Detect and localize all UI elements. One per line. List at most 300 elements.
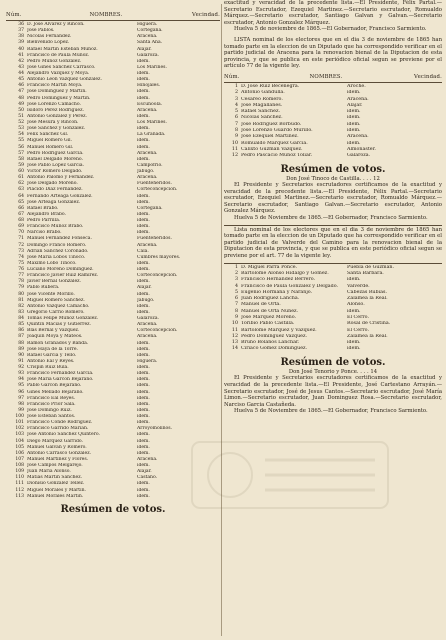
elector-vecindad: idem.	[137, 432, 150, 438]
row-number: 52	[18, 120, 24, 125]
elector-vecindad: idem.	[137, 309, 150, 315]
elector-vecindad: idem.	[137, 58, 150, 64]
row-number: 1	[234, 83, 238, 89]
aracena-elector-list	[224, 82, 442, 160]
elector-vecindad: idem.	[137, 481, 150, 487]
elector-vecindad: idem.	[137, 444, 150, 450]
elector-vecindad: idem.	[137, 144, 150, 150]
elector-name: Juan María Alonso.	[27, 469, 71, 475]
elector-vecindad: idem.	[137, 401, 150, 407]
elector-name: Pedro Rodriguez Garcia.	[27, 150, 84, 156]
row-number: 61	[18, 175, 24, 181]
row-number: 12	[231, 153, 238, 159]
elector-vecindad: idem.	[347, 346, 361, 352]
elector-name: Francisco Hernandez Berrero.	[241, 277, 316, 283]
elector-name: Pablo Garcon Bejarano.	[27, 383, 82, 389]
row-number: 37	[18, 28, 24, 34]
right-column	[224, 0, 442, 640]
elector-name: Francisco de Paula Gonzalez y Delgado.	[241, 283, 339, 289]
elector-name: José Magallanes.	[241, 102, 283, 108]
row-number: 1	[234, 264, 238, 270]
elector-vecindad: idem.	[137, 438, 150, 444]
elector-vecindad: Alajar.	[137, 469, 152, 475]
elector-vecindad: idem.	[137, 450, 150, 456]
elector-name: José María Garcon Bejarano.	[27, 377, 94, 383]
elector-vecindad: idem.	[347, 340, 361, 346]
elector-name: José Pablo Lopez Garcia.	[27, 162, 85, 168]
row-number: 6	[234, 115, 238, 121]
elector-vecindad: Corteconcepcion.	[137, 187, 178, 193]
elector-name: Antonio Vazquez Camacho.	[27, 303, 90, 309]
signature-date-3: Huelva 5 de Noviembre de 1865.—El Gobernador, Francisco Sarmiento.	[234, 408, 428, 415]
elector-name: Juan Rodriguez Lancha.	[241, 296, 300, 302]
elector-name: José Lorenzo Guardo Murillo.	[241, 128, 313, 134]
row-number: 13	[231, 340, 238, 346]
row-number: 106	[15, 450, 24, 456]
elector-name: José Haya de la Torre.	[27, 346, 78, 352]
elector-vecindad: Cortegana.	[137, 205, 163, 211]
elector-name: Alejandro Vazquez y Moya.	[27, 71, 90, 76]
row-number: 39	[18, 40, 24, 46]
row-number: 99	[18, 407, 24, 413]
elector-vecindad: idem.	[347, 90, 361, 96]
header-num: Núm.	[6, 12, 22, 18]
elector-name: Rafael Martin Esteban Muñoz.	[27, 46, 98, 52]
row-number: 9	[234, 134, 238, 140]
row-number: 59	[18, 162, 24, 168]
elector-vecindad: El Cerro.	[347, 315, 369, 320]
elector-vecindad: Cabezas Rubias.	[347, 289, 387, 295]
elector-vecindad: Galaroza.	[137, 316, 159, 321]
row-number: 5	[234, 109, 238, 115]
elector-vecindad: Arroyomolinos.	[137, 426, 173, 432]
elector-vecindad: idem.	[137, 126, 150, 132]
row-number: 77	[18, 273, 24, 279]
row-number: 11	[231, 146, 238, 152]
elector-vecindad: idem.	[137, 156, 150, 162]
row-number: 63	[18, 187, 24, 193]
elector-vecindad: idem.	[137, 230, 150, 236]
row-number: 68	[18, 218, 24, 223]
elector-name: D. José Alvarez y Rincon.	[27, 22, 85, 27]
row-number: 3	[234, 277, 238, 283]
row-number: 11	[231, 327, 238, 333]
elector-vecindad: Almonaster.	[347, 146, 376, 152]
elector-name: Manuel Galvan y Romero.	[27, 444, 87, 450]
elector-name: Rafael Delgado Moreno.	[27, 156, 84, 162]
elector-name: D. José Ruiz Becenegra.	[241, 83, 300, 89]
elector-name: Manuel Martinez y Flores.	[27, 456, 89, 462]
elector-name: Pablo Rubera.	[27, 285, 60, 291]
elector-name: Eugenio Hormana y Naranjo.	[241, 289, 313, 295]
row-number: 93	[18, 371, 24, 377]
elector-vecindad: Puebla de Guzman.	[347, 264, 395, 270]
elector-name: José Arteaga Gonzalez.	[27, 199, 81, 205]
row-number: 76	[18, 267, 24, 272]
elector-name: Crispin Ruiz Bula.	[27, 365, 69, 370]
row-number: 80	[18, 291, 24, 297]
elector-name: Manuel Morales Martin.	[27, 493, 84, 499]
elector-name: José Sanchez y Gonzalez.	[27, 126, 86, 132]
row-number: 89	[18, 346, 24, 352]
header-names: NOMBRES.	[309, 73, 343, 80]
elector-vecindad: idem.	[137, 113, 150, 119]
row-number: 113	[15, 493, 24, 499]
elector-vecindad: Aracena.	[137, 242, 158, 248]
row-number: 3	[234, 96, 238, 102]
elector-name: Miguel Romero Gil.	[27, 138, 73, 144]
elector-vecindad: idem.	[137, 395, 150, 401]
elector-vecindad: idem.	[137, 340, 150, 346]
elector-vecindad: Jabugo.	[137, 169, 155, 174]
elector-vecindad: Aracena.	[137, 322, 158, 328]
elector-name: Francisco Fernandez Garcia.	[27, 371, 94, 377]
elector-vecindad: idem.	[137, 487, 150, 493]
elector-vecindad: Alajar.	[137, 46, 152, 52]
elector-vecindad: idem.	[137, 77, 150, 83]
elector-vecindad: Cortegana.	[137, 28, 163, 34]
row-number: 6	[234, 296, 238, 302]
row-number: 42	[18, 58, 24, 64]
row-number: 104	[15, 438, 24, 444]
elector-vecindad: idem.	[347, 308, 361, 314]
row-number: 41	[18, 52, 24, 58]
row-number: 95	[18, 383, 24, 389]
elector-vecindad: idem.	[137, 224, 150, 230]
elector-vecindad: Escúnoola.	[137, 101, 163, 107]
elector-name: Ramon Granados y Banda.	[27, 340, 89, 346]
elector-name: Bartolomé Alonso Hidalgo y Gomez.	[241, 270, 329, 276]
elector-name: Antonio Carrasco Gonzalez.	[27, 450, 92, 456]
elector-vecindad: Aracena.	[137, 150, 158, 156]
row-number: 45	[18, 77, 24, 83]
elector-name: José Vicente Morillo.	[27, 291, 75, 297]
elector-name: José Delgado Moreno.	[27, 181, 78, 187]
row-number: 62	[18, 181, 24, 187]
row-number: 2	[234, 270, 238, 276]
row-number: 43	[18, 64, 24, 70]
elector-name: José Ezequiel Martinez.	[241, 134, 299, 140]
row-number: 98	[18, 401, 24, 407]
summary-title-2: Resúmen de votos.	[280, 356, 386, 368]
left-summary-title: Resúmen de votos.	[60, 503, 166, 515]
row-number: 51	[18, 113, 24, 119]
elector-name: José Esteban Santos.	[27, 414, 76, 419]
elector-vecindad: idem.	[137, 371, 150, 377]
elector-name: Bienvenido Lopez.	[27, 40, 70, 46]
elector-vecindad: Galaroza.	[137, 52, 159, 58]
row-number: 47	[18, 89, 24, 95]
elector-vecindad: idem.	[137, 303, 150, 309]
elector-vecindad: Corteconcepcion.	[137, 328, 178, 334]
row-number: 10	[231, 321, 238, 327]
elector-name: Plácido Diaz Fernandez.	[27, 187, 83, 193]
elector-vecindad: idem.	[137, 383, 150, 389]
elector-name: José María Lobos Tinoco.	[27, 254, 86, 260]
elector-vecindad: Aracena.	[137, 456, 158, 462]
elector-name: Antonio Eal y Reyes.	[27, 358, 75, 364]
row-number: 97	[18, 395, 24, 401]
elector-name: Adrian Sanchez Coronado.	[27, 248, 89, 254]
row-number: 74	[18, 254, 24, 260]
elector-name: José Pablos.	[27, 28, 55, 34]
row-number: 44	[18, 71, 24, 76]
elector-vecindad: idem.	[347, 109, 361, 115]
row-number: 12	[231, 333, 238, 339]
elector-vecindad: idem.	[137, 414, 150, 419]
row-number: 4	[234, 283, 238, 289]
elector-vecindad: Alajar.	[347, 102, 363, 108]
row-number: 81	[18, 297, 24, 303]
row-number: 103	[15, 432, 24, 438]
header-vecindad: Vecindad.	[414, 73, 442, 80]
row-number: 86	[18, 328, 24, 334]
row-number: 83	[18, 309, 24, 315]
elector-name: Ciriaco Gomez Dominguez.	[241, 346, 308, 352]
elector-vecindad: Aracena.	[137, 107, 158, 113]
row-number: 91	[18, 358, 24, 364]
elector-name: Domingo Franco Romero.	[27, 242, 87, 248]
row-number: 46	[18, 83, 24, 89]
lista-aracena: LISTA nominal de los electores que en el dia 3 de noviembre de 1865 han tomado parte en la eleccion de un Diputado que ha correspondido verificar en el partido judicial de Aracena para la renovacion bienal de la Diputacion de esta provincia, y que se publica en este periódico oficial segun se previene por el artículo 77 de la vigente ley.	[224, 36, 442, 70]
elector-vecindad: Aracena.	[347, 96, 369, 102]
elector-vecindad: Valverde.	[347, 283, 370, 289]
elector-name: Cesareo Romero.	[241, 96, 283, 102]
elector-name: Francisco Javier Ruiz Ramirez.	[27, 273, 99, 279]
elector-vecindad: Castaño.	[137, 475, 158, 481]
elector-name: Blas Bernal y Vazquez.	[27, 328, 80, 334]
elector-name: Francisco Muñoz Brabo.	[27, 224, 84, 230]
elector-name: Rafael Brabo.	[27, 205, 59, 211]
elector-name: Manuel de Orta.	[241, 302, 281, 308]
row-number: 88	[18, 340, 24, 346]
elector-vecindad: idem.	[137, 218, 150, 223]
summary-title-1: Resúmen de votos.	[280, 163, 386, 175]
row-number: 49	[18, 101, 24, 107]
row-number: 100	[15, 414, 24, 419]
table-row	[224, 153, 442, 159]
elector-name: Pedro Dominguez Vazquez.	[241, 333, 308, 339]
elector-vecindad: Jabugo.	[137, 297, 155, 303]
elector-vecindad: idem.	[137, 407, 150, 413]
valverde-elector-list	[224, 263, 442, 353]
elector-vecindad: Los Marines.	[137, 64, 167, 70]
row-number: 72	[18, 242, 24, 248]
row-number: 7	[234, 121, 238, 127]
votes-summary-1: Don José Tinoco de Castilla. . . . 12	[286, 175, 380, 182]
elector-vecindad: idem.	[137, 279, 150, 285]
elector-name: Rafael Sanchez.	[241, 109, 281, 115]
elector-name: Isidoro Perez Rodriguez.	[27, 107, 84, 113]
row-number: 65	[18, 199, 24, 205]
elector-name: Francisco Martin Moya.	[27, 83, 83, 89]
elector-vecindad: idem.	[347, 115, 361, 121]
elector-name: José Gines Sanchez Carrasco.	[27, 64, 96, 70]
elector-vecindad: idem.	[137, 211, 150, 217]
elector-vecindad: idem.	[137, 463, 150, 468]
elector-name: Antonio Gonzalez y Perez.	[27, 113, 87, 119]
elector-name: José Antonio Sanchez Quintero.	[27, 432, 100, 438]
elector-vecindad: Cala.	[137, 248, 149, 254]
elector-name: Antonio Gandulla.	[241, 90, 285, 96]
row-number: 94	[18, 377, 24, 383]
elector-vecindad: Fuenteheridos.	[137, 181, 172, 187]
elector-vecindad: idem.	[137, 365, 150, 370]
elector-name: Gregorio Carrio Romero.	[27, 309, 85, 315]
row-number: 69	[18, 224, 24, 230]
elector-name: José Dominguez y Martin.	[27, 89, 87, 95]
lista-valverde: Lista nominal de los electores que en el dia 3 de noviembre de 1865 han tomado parte en la eleccion de un Diputado que ha correspondido verificar en el partido judicial de Valverde del Camino para la renovacion bienal de la Diputacion de esta provincia, y que se publica en este periódico oficial segun se previene por el art. 77 de la vigente ley.	[224, 226, 442, 260]
row-number: 58	[18, 156, 24, 162]
elector-name: Tomás Felipe Muñoz Gonzalez.	[27, 316, 99, 321]
elector-vecindad: idem.	[347, 121, 361, 127]
elector-vecindad: Aracena.	[137, 34, 158, 40]
row-number: 14	[231, 346, 238, 352]
elector-name: Félix Sanchez Gil.	[27, 132, 69, 138]
signature-date-2: Huelva 5 de Noviembre de 1865.—El Gobernador, Francisco Sarmiento.	[234, 215, 428, 222]
elector-vecindad: Los Marines.	[137, 120, 167, 125]
elector-name: Diego Márquez Garrido.	[27, 438, 83, 444]
elector-vecindad: idem.	[137, 493, 150, 499]
elector-vecindad: idem.	[137, 291, 150, 297]
elector-name: Francisco Eal Reyes.	[27, 395, 76, 401]
elector-vecindad: Higuera.	[137, 358, 158, 364]
row-number: 112	[15, 487, 24, 493]
row-number: 70	[18, 230, 24, 236]
elector-name: Dionisio Gonzalez Tellez.	[27, 481, 85, 487]
elector-vecindad: idem.	[137, 71, 150, 76]
row-number: 54	[18, 132, 24, 138]
left-elector-list	[6, 20, 220, 500]
elector-vecindad: Alajar.	[137, 285, 152, 291]
row-number: 71	[18, 236, 24, 242]
elector-vecindad: Rosal de Cristina.	[347, 321, 391, 327]
row-number: 57	[18, 150, 24, 156]
row-number: 105	[15, 444, 24, 450]
row-number: 102	[15, 426, 24, 432]
elector-vecindad: El Cerro.	[347, 327, 369, 333]
row-number: 38	[18, 34, 24, 40]
left-table-header	[6, 12, 220, 19]
elector-name: Maximo Lobo Tinoco.	[27, 260, 77, 266]
elector-name: Quintín Macías y Gutierrez.	[27, 322, 91, 328]
elector-name: Alejandro Brabo.	[27, 211, 66, 217]
elector-name: Francisco Garrido Marian.	[27, 426, 89, 432]
elector-name: Francisco de Paula Muñoz.	[27, 52, 90, 58]
elector-vecindad: idem.	[137, 389, 150, 395]
elector-name: Pedro Muñoz Gonzalez.	[27, 58, 82, 64]
intro-certification: exactitud y veracidad de la precedente lista.—El Presidente, Félix Partal.—Secretario Escrutador, Ezequiel Martinez.—Secretario escrutador, Romualdo Márquez.—Secretario escrutador, Santiago Galvan y Galvan.—Secretario escrutador, Antonio Gonzalez Márquez.	[224, 0, 442, 26]
row-number: 7	[234, 302, 238, 308]
row-number: 5	[234, 289, 238, 295]
row-number: 60	[18, 169, 24, 174]
row-number: 110	[15, 475, 24, 481]
elector-vecindad: Aracena.	[347, 134, 369, 140]
row-number: 84	[18, 316, 24, 321]
certification-2: El Presidente y Secretarios escrutadores certificamos de la exactitud y veracidad de la precedente lista.—El Presidente, José Cartestano Arrayán.—Secretario escrutador, José de Jesus Cantos.—Secretario escrutador, José María Limon.—Secretario escrutador, Juan Dominguez Rosa.—Secretario escrutador, Narciso Garcia Castañeda.	[224, 375, 442, 408]
row-number: 73	[18, 248, 24, 254]
elector-name: Bartolomé Márquez y Vazquez.	[241, 327, 317, 333]
row-number: 90	[18, 352, 24, 358]
row-number: 64	[18, 193, 24, 199]
elector-vecindad: idem.	[137, 377, 150, 383]
elector-name: Rafael Garcia y Tello.	[27, 352, 77, 358]
elector-vecindad: Aroche.	[347, 83, 366, 89]
elector-vecindad: Santa Bárbara.	[347, 270, 384, 276]
row-number: 101	[15, 420, 24, 426]
row-number: 56	[18, 144, 24, 150]
elector-name: Nicolás Sanchez.	[241, 115, 283, 121]
row-number: 87	[18, 334, 24, 340]
elector-name: Miguel Morales y Martin.	[27, 487, 86, 493]
elector-name: Miguel Romero Sanchez.	[27, 297, 85, 303]
elector-name: Antonio Palomo y Fernandez.	[27, 175, 95, 181]
elector-vecindad: Aracena.	[137, 334, 158, 340]
elector-name: José Rodriguez Borbudo.	[241, 121, 302, 127]
elector-name: Francisco Prior Sala.	[27, 401, 76, 407]
elector-name: José Lorenzo Camacho.	[27, 101, 81, 107]
row-number: 4	[234, 102, 238, 108]
elector-vecindad: Alonso.	[347, 302, 365, 308]
elector-name: Antonio Leon Vazquez Gonzalez.	[27, 77, 102, 83]
elector-name: Francisco Conde Rodriguez.	[27, 420, 93, 426]
votes-summary-2: Don José Tenorio y Ponce. . . . 14	[288, 368, 378, 375]
elector-name: Pedro Pascacio Muñoz Toliar.	[241, 153, 313, 159]
elector-vecindad: idem.	[347, 277, 361, 283]
elector-name: Calixto Guzman Vazquez.	[241, 146, 303, 152]
elector-name: Manuel Romero Gil.	[27, 144, 74, 150]
elector-name: Luciano Moreno Dominguez.	[27, 267, 94, 272]
elector-name: José Campos Melgarejo.	[27, 463, 83, 468]
elector-name: Javier Bernal Gonzalez.	[27, 279, 82, 285]
elector-vecindad: Fuenteheridos.	[137, 236, 172, 242]
row-number: 2	[234, 90, 238, 96]
elector-name: Toribio Pablo Castilla.	[241, 321, 295, 327]
library-watermark-icon	[190, 440, 390, 510]
table-row	[6, 494, 220, 500]
row-number: 85	[18, 322, 24, 328]
elector-vecindad: idem.	[137, 420, 150, 426]
row-number: 55	[18, 138, 24, 144]
row-number: 67	[18, 211, 24, 217]
row-number: 66	[18, 205, 24, 211]
elector-vecindad: Zalamea la Real.	[347, 333, 388, 339]
row-number: 8	[234, 128, 238, 134]
elector-name: Manuel de Orta Nuñez.	[241, 308, 299, 314]
column-divider	[221, 4, 222, 636]
elector-vecindad: idem.	[137, 89, 150, 95]
header-num: Núm.	[224, 73, 240, 80]
row-number: 107	[15, 456, 24, 462]
elector-name: Victor Romero Delgado.	[27, 169, 83, 174]
row-number: 8	[234, 308, 238, 314]
elector-name: Romualdo Márquez Garcia.	[241, 140, 308, 146]
table-row	[224, 346, 442, 352]
elector-vecindad: Hinojales.	[137, 83, 161, 89]
elector-name: Pedro Parrilla.	[27, 218, 61, 223]
elector-vecindad: Galaroza.	[347, 153, 371, 159]
elector-vecindad: idem.	[137, 346, 150, 352]
elector-name: D. Miguel Parra Ponce.	[241, 264, 298, 270]
row-number: 78	[18, 279, 24, 285]
elector-name: Ginés Mellado Bejarano.	[27, 389, 84, 395]
header-names: NOMBRES.	[89, 12, 123, 18]
row-number: 96	[18, 389, 24, 395]
row-number: 108	[15, 463, 24, 468]
elector-vecindad: idem.	[137, 267, 150, 272]
elector-name: Fernando Arteaga Gonzalez.	[27, 193, 93, 199]
elector-vecindad: Higuera.	[137, 22, 158, 27]
